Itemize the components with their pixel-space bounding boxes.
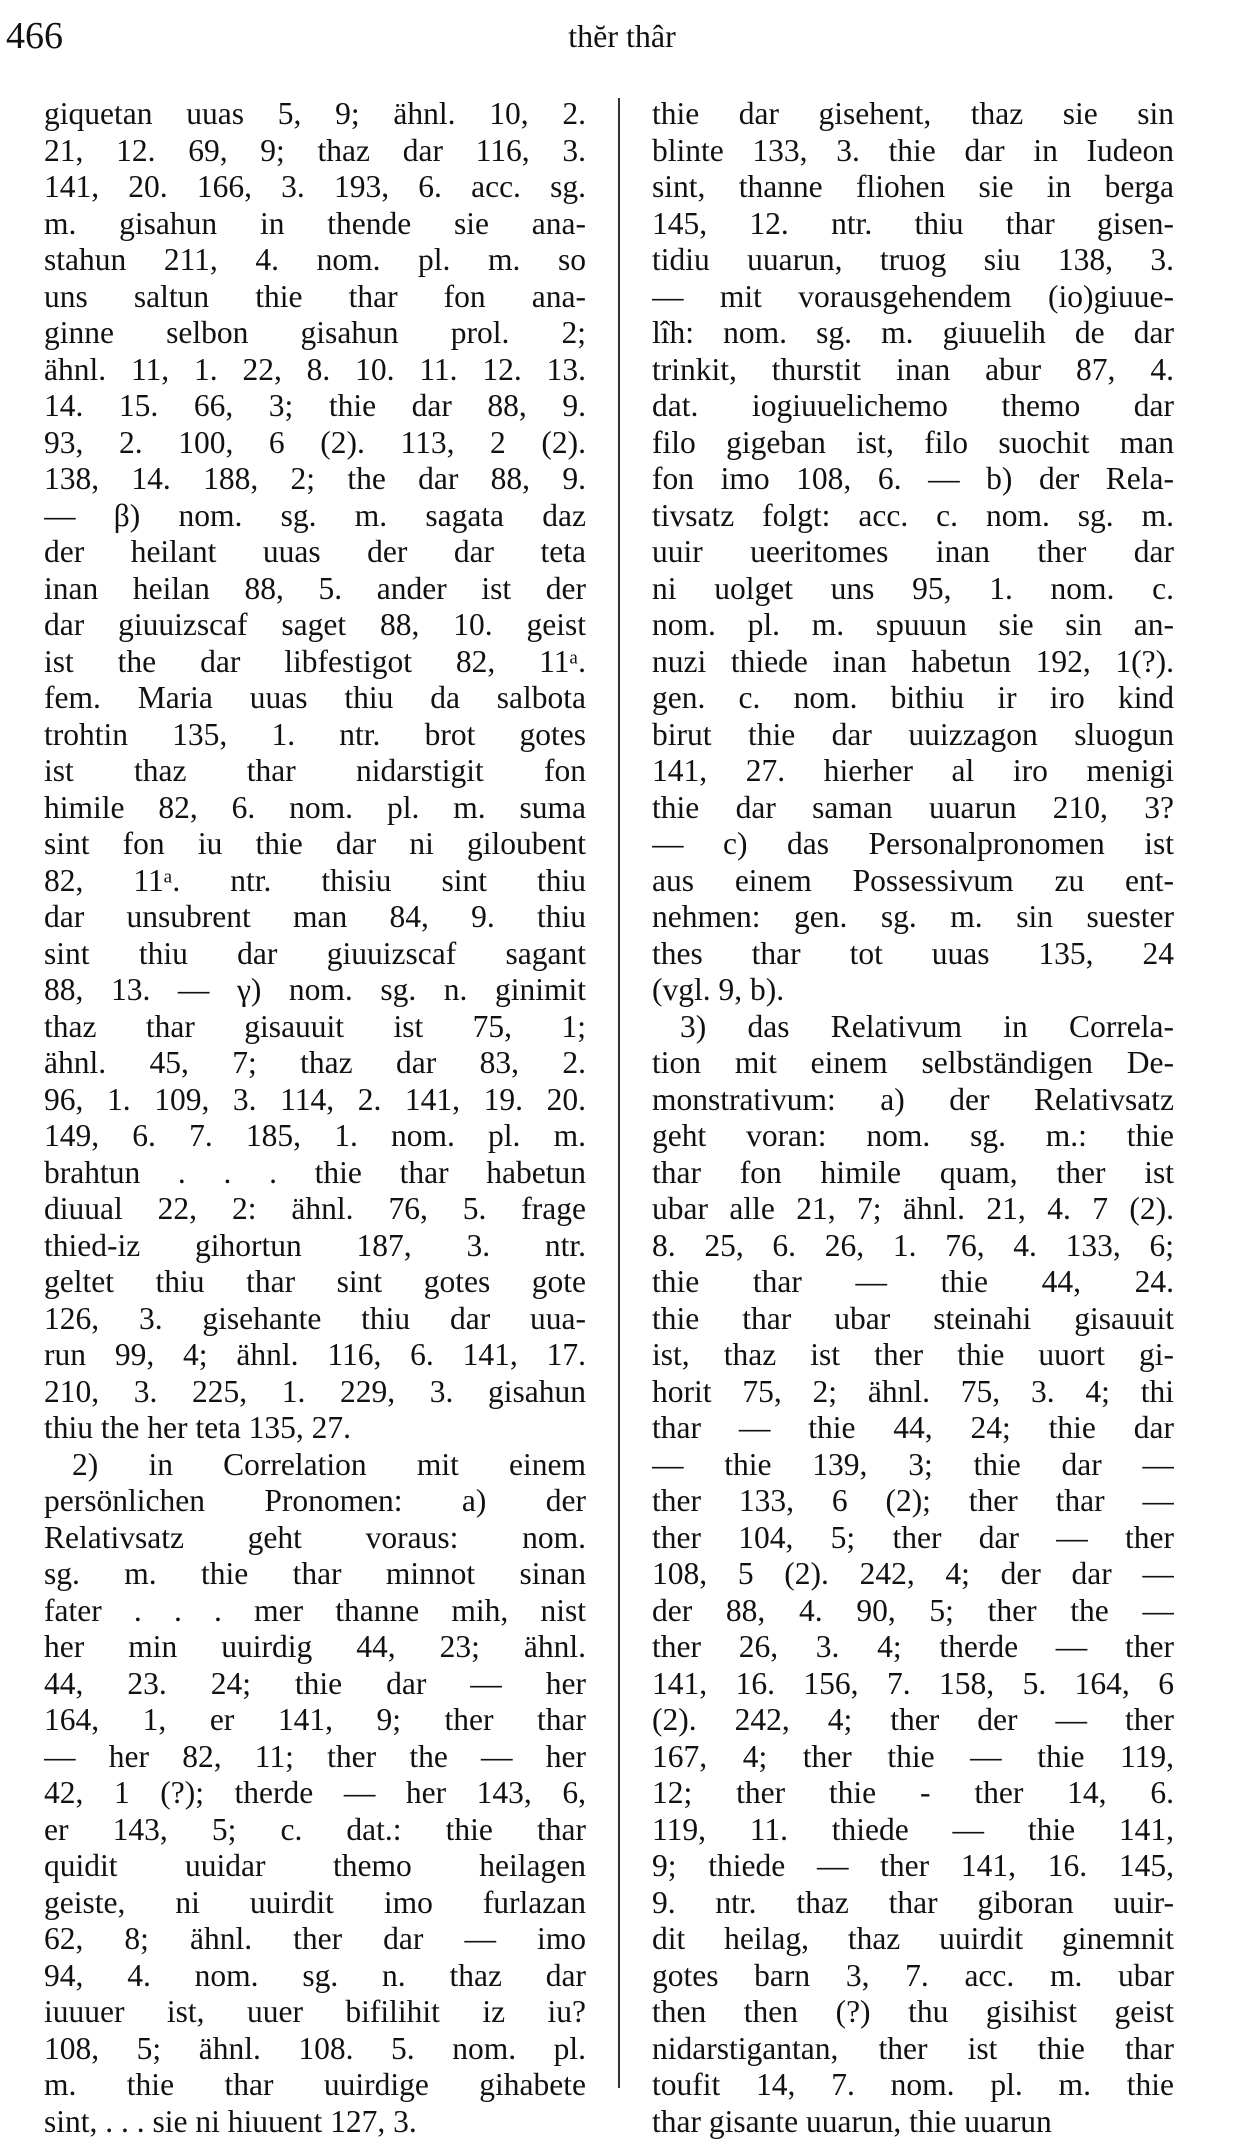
- text-line: geltet thiu thar sint gotes gote: [44, 1264, 586, 1299]
- text-line: uns saltun thie thar fon ana-: [44, 278, 586, 314]
- text-line: 88, 13. — γ) nom. sg. n. ginimit: [44, 972, 586, 1007]
- text-line: tion mit einem selbständigen De-: [652, 1045, 1174, 1080]
- text-line: 126, 3. gisehante thiu dar uua-: [44, 1300, 586, 1336]
- text-line: ther 26, 3. 4; therde — ther: [652, 1629, 1174, 1664]
- text-line: — β) nom. sg. m. sagata daz: [44, 497, 586, 533]
- text-line: 164, 1, er 141, 9; ther thar: [44, 1702, 586, 1737]
- text-line: 141, 27. hierher al iro menigi: [652, 753, 1174, 788]
- text-line: thied-iz gihortun 187, 3. ntr.: [44, 1227, 586, 1263]
- text-line: uuir ueeritomes inan ther dar: [652, 534, 1174, 569]
- text-line: dar unsubrent man 84, 9. thiu: [44, 899, 586, 934]
- text-line: nidarstigantan, ther ist thie thar: [652, 2030, 1174, 2066]
- text-line: sint, . . . sie ni hiuuent 127, 3.: [44, 2103, 417, 2139]
- text-line: 9; thiede — ther 141, 16. 145,: [652, 1848, 1174, 1883]
- text-line: thie thar — thie 44, 24.: [652, 1264, 1174, 1299]
- text-line: sint, thanne fliohen sie in berga: [652, 169, 1174, 204]
- text-line: fon imo 108, 6. — b) der Rela-: [652, 461, 1174, 496]
- text-line: 9. ntr. thaz thar giboran uuir-: [652, 1884, 1174, 1920]
- text-line: aus einem Possessivum zu ent-: [652, 862, 1174, 898]
- text-line: filo gigeban ist, filo suochit man: [652, 424, 1174, 460]
- text-line: tidiu uuarun, truog siu 138, 3.: [652, 242, 1174, 277]
- text-line: brahtun . . . thie thar habetun: [44, 1154, 586, 1190]
- text-line: 2) in Correlation mit einem: [72, 1446, 586, 1482]
- text-line: m. thie thar uuirdige gihabete: [44, 2067, 586, 2102]
- text-line: trinkit, thurstit inan abur 87, 4.: [652, 351, 1174, 387]
- text-line: 93, 2. 100, 6 (2). 113, 2 (2).: [44, 424, 586, 460]
- text-line: ist thaz thar nidarstigit fon: [44, 753, 586, 788]
- text-line: thar — thie 44, 24; thie dar: [652, 1410, 1174, 1445]
- text-line: thie dar gisehent, thaz sie sin: [652, 96, 1174, 131]
- text-line: 94, 4. nom. sg. n. thaz dar: [44, 1957, 586, 1993]
- column-divider: [618, 98, 620, 2088]
- text-line: 14. 15. 66, 3; thie dar 88, 9.: [44, 388, 586, 423]
- text-line: ther 133, 6 (2); ther thar —: [652, 1483, 1174, 1518]
- text-line: — mit vorausgehendem (io)giuue-: [652, 278, 1174, 314]
- page-number: 466: [6, 15, 63, 57]
- text-line: 145, 12. ntr. thiu thar gisen-: [652, 205, 1174, 241]
- text-line: tivsatz folgt: acc. c. nom. sg. m.: [652, 497, 1174, 533]
- text-line: thie thar ubar steinahi gisauuit: [652, 1300, 1174, 1336]
- text-line: run 99, 4; ähnl. 116, 6. 141, 17.: [44, 1337, 586, 1372]
- text-line: der heilant uuas der dar teta: [44, 534, 586, 569]
- text-line: sint thiu dar giuuizscaf sagant: [44, 935, 586, 971]
- text-line: 8. 25, 6. 26, 1. 76, 4. 133, 6;: [652, 1227, 1174, 1263]
- text-line: ist, thaz ist ther thie uuort gi-: [652, 1337, 1174, 1372]
- text-line: ubar alle 21, 7; ähnl. 21, 4. 7 (2).: [652, 1191, 1174, 1226]
- text-line: 210, 3. 225, 1. 229, 3. gisahun: [44, 1373, 586, 1409]
- text-line: geiste, ni uuirdit imo furlazan: [44, 1884, 586, 1920]
- text-line: himile 82, 6. nom. pl. m. suma: [44, 789, 586, 825]
- text-line: 12; ther thie - ther 14, 6.: [652, 1775, 1174, 1810]
- text-line: thaz thar gisauuit ist 75, 1;: [44, 1008, 586, 1044]
- text-line: monstrativum: a) der Relativsatz: [652, 1081, 1174, 1117]
- text-line: dar giuuizscaf saget 88, 10. geist: [44, 607, 586, 642]
- left-column: [44, 96, 586, 2140]
- text-line: nom. pl. m. spuuun sie sin an-: [652, 607, 1174, 642]
- text-line: m. gisahun in thende sie ana-: [44, 205, 586, 241]
- text-line: dit heilag, thaz uuirdit ginemnit: [652, 1921, 1174, 1956]
- text-line: fem. Maria uuas thiu da salbota: [44, 680, 586, 715]
- text-line: diuual 22, 2: ähnl. 76, 5. frage: [44, 1191, 586, 1226]
- text-line: then then (?) thu gisihist geist: [652, 1994, 1174, 2029]
- text-line: 119, 11. thiede — thie 141,: [652, 1811, 1174, 1847]
- text-line: der 88, 4. 90, 5; ther the —: [652, 1592, 1174, 1628]
- text-line: Relativsatz geht voraus: nom.: [44, 1519, 586, 1555]
- right-column: [652, 96, 1174, 2140]
- text-line: ähnl. 11, 1. 22, 8. 10. 11. 12. 13.: [44, 351, 586, 387]
- text-line: 3) das Relativum in Correla-: [680, 1008, 1174, 1044]
- text-line: nehmen: gen. sg. m. sin suester: [652, 899, 1174, 934]
- text-line: inan heilan 88, 5. ander ist der: [44, 570, 586, 606]
- text-line: 62, 8; ähnl. ther dar — imo: [44, 1921, 586, 1956]
- text-line: — her 82, 11; ther the — her: [44, 1738, 586, 1774]
- text-line: ist the dar libfestigot 82, 11ᵃ.: [44, 643, 586, 679]
- text-line: 141, 16. 156, 7. 158, 5. 164, 6: [652, 1665, 1174, 1701]
- text-line: ther 104, 5; ther dar — ther: [652, 1519, 1174, 1555]
- text-line: fater . . . mer thanne mih, nist: [44, 1592, 586, 1628]
- text-line: thes thar tot uuas 135, 24: [652, 935, 1174, 971]
- text-line: (2). 242, 4; ther der — ther: [652, 1702, 1174, 1737]
- text-line: sint fon iu thie dar ni giloubent: [44, 826, 586, 861]
- text-line: persönlichen Pronomen: a) der: [44, 1483, 586, 1518]
- text-line: (vgl. 9, b).: [652, 972, 785, 1007]
- text-line: ni uolget uns 95, 1. nom. c.: [652, 570, 1174, 606]
- text-line: ähnl. 45, 7; thaz dar 83, 2.: [44, 1045, 586, 1080]
- text-line: 108, 5; ähnl. 108. 5. nom. pl.: [44, 2030, 586, 2066]
- text-line: 138, 14. 188, 2; the dar 88, 9.: [44, 461, 586, 496]
- text-line: gotes barn 3, 7. acc. m. ubar: [652, 1957, 1174, 1993]
- text-line: er 143, 5; c. dat.: thie thar: [44, 1811, 586, 1847]
- text-line: nuzi thiede inan habetun 192, 1(?).: [652, 643, 1174, 679]
- text-line: toufit 14, 7. nom. pl. m. thie: [652, 2067, 1174, 2102]
- text-line: horit 75, 2; ähnl. 75, 3. 4; thi: [652, 1373, 1174, 1409]
- text-line: thar gisante uuarun, thie uuarun: [652, 2103, 1052, 2139]
- text-line: 82, 11ᵃ. ntr. thisiu sint thiu: [44, 862, 586, 898]
- text-line: ginne selbon gisahun prol. 2;: [44, 315, 586, 350]
- text-line: 167, 4; ther thie — thie 119,: [652, 1738, 1174, 1774]
- text-line: thiu the her teta 135, 27.: [44, 1410, 352, 1445]
- text-line: 44, 23. 24; thie dar — her: [44, 1665, 586, 1701]
- text-line: 108, 5 (2). 242, 4; der dar —: [652, 1556, 1174, 1591]
- text-line: dat. iogiuuelichemo themo dar: [652, 388, 1174, 423]
- text-line: sg. m. thie thar minnot sinan: [44, 1556, 586, 1591]
- text-line: 149, 6. 7. 185, 1. nom. pl. m.: [44, 1118, 586, 1153]
- text-line: quidit uuidar themo heilagen: [44, 1848, 586, 1883]
- text-line: trohtin 135, 1. ntr. brot gotes: [44, 716, 586, 752]
- text-line: giquetan uuas 5, 9; ähnl. 10, 2.: [44, 96, 586, 131]
- text-line: iuuuer ist, uuer bifilihit iz iu?: [44, 1994, 586, 2029]
- text-line: her min uuirdig 44, 23; ähnl.: [44, 1629, 586, 1664]
- text-line: geht voran: nom. sg. m.: thie: [652, 1118, 1174, 1153]
- text-line: lîh: nom. sg. m. giuuelih de dar: [652, 315, 1174, 350]
- text-line: 21, 12. 69, 9; thaz dar 116, 3.: [44, 132, 586, 168]
- text-line: gen. c. nom. bithiu ir iro kind: [652, 680, 1174, 715]
- text-line: stahun 211, 4. nom. pl. m. so: [44, 242, 586, 277]
- text-line: — c) das Personalpronomen ist: [652, 826, 1174, 861]
- text-line: 42, 1 (?); therde — her 143, 6,: [44, 1775, 586, 1810]
- text-line: thie dar saman uuarun 210, 3?: [652, 789, 1174, 825]
- text-line: blinte 133, 3. thie dar in Iudeon: [652, 132, 1174, 168]
- running-head: thĕr thâr: [568, 18, 676, 54]
- text-line: — thie 139, 3; thie dar —: [652, 1446, 1174, 1482]
- text-line: birut thie dar uuizzagon sluogun: [652, 716, 1174, 752]
- text-line: 96, 1. 109, 3. 114, 2. 141, 19. 20.: [44, 1081, 586, 1117]
- text-line: 141, 20. 166, 3. 193, 6. acc. sg.: [44, 169, 586, 204]
- text-line: thar fon himile quam, ther ist: [652, 1154, 1174, 1190]
